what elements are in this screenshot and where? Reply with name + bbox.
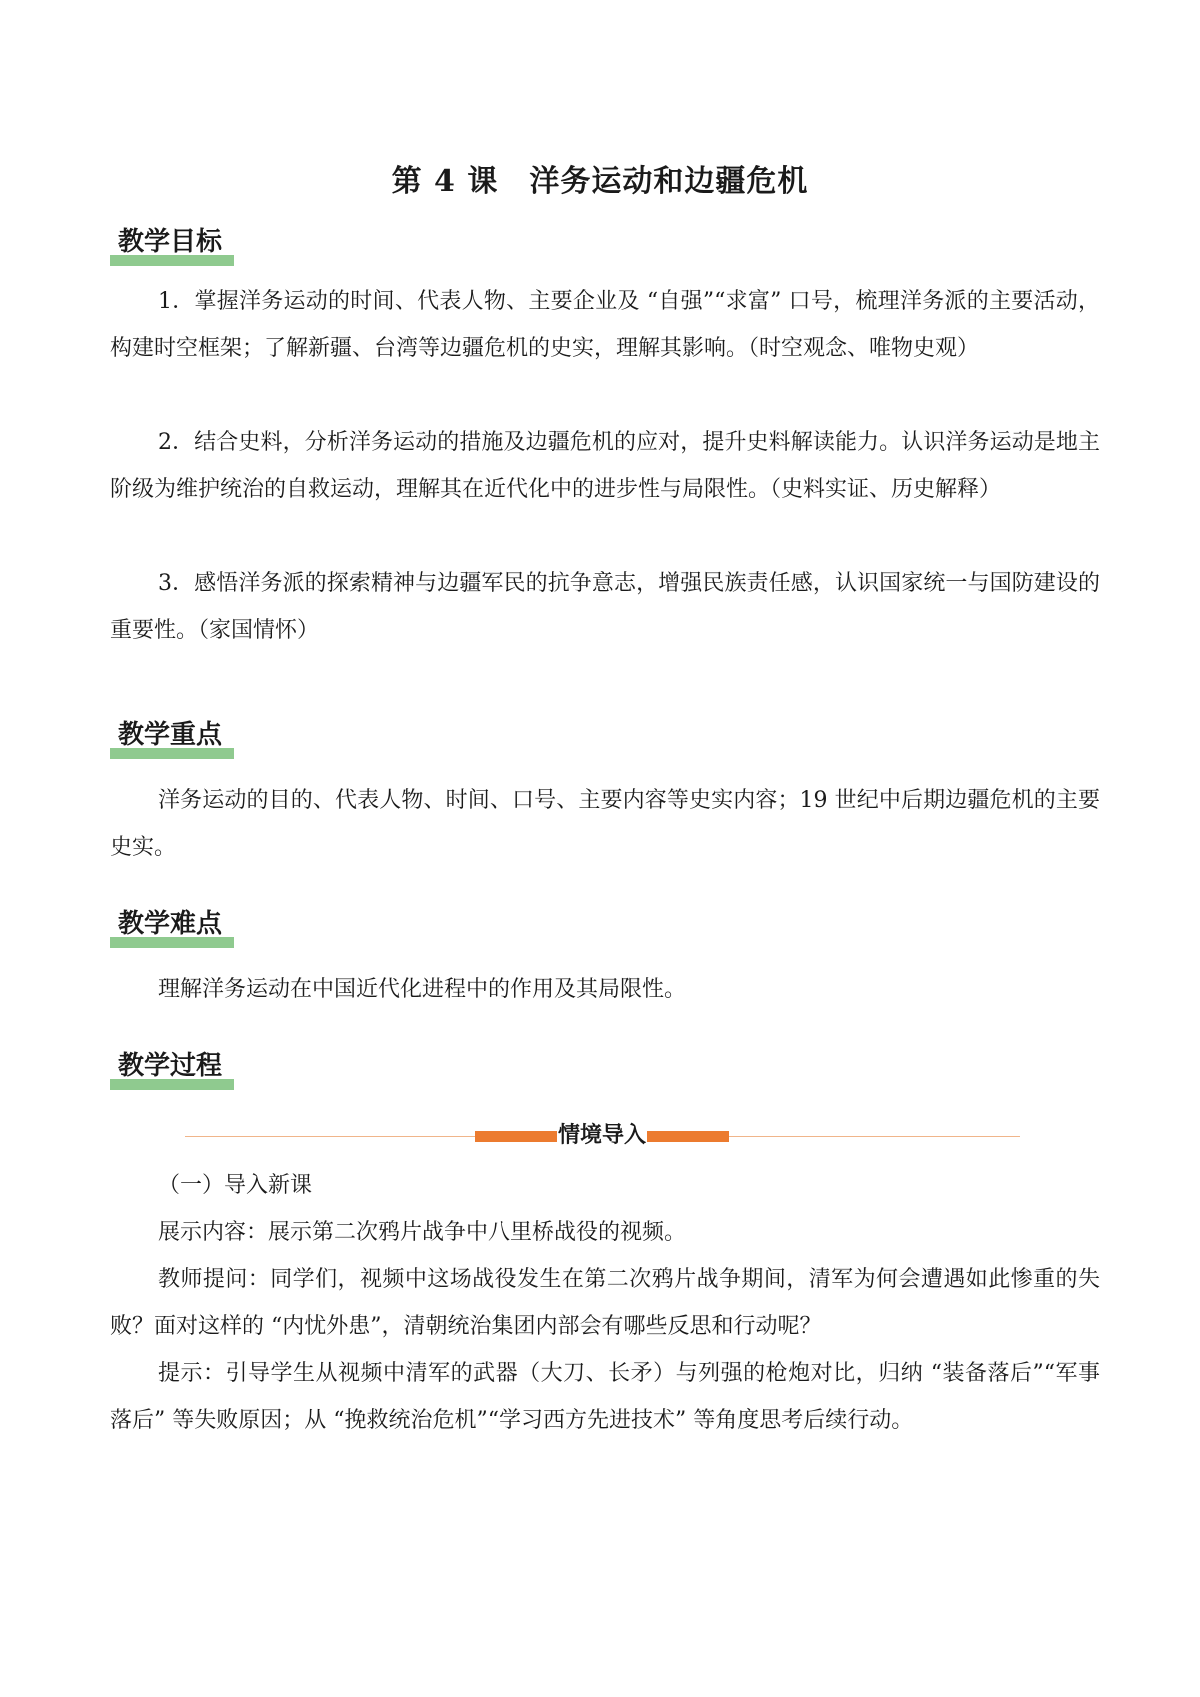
difficulties-heading: 教学难点 <box>118 908 222 940</box>
lesson-title: 第 4 课 洋务运动和边疆危机 <box>391 164 809 199</box>
section-divider <box>185 1124 1020 1148</box>
divider-label: 情境导入 <box>557 1120 647 1152</box>
process-hint-text: 提示：引导学生从视频中清军的武器（大刀、长矛）与列强的枪炮对比，归纳 “装备落后”“军事落后” 等失败原因；从 “挽救统治危机”“学习西方先进技术” 等角度思考后续行动。 <box>110 1361 1100 1433</box>
difficulties-text: 理解洋务运动在中国近代化进程中的作用及其局限性。 <box>158 977 687 1002</box>
key-points-text: 洋务运动的目的、代表人物、时间、口号、主要内容等史实内容；19 世纪中后期边疆危机的主要史实。 <box>110 788 1100 860</box>
key-points-heading: 教学重点 <box>118 719 222 751</box>
process-show-text: 展示内容：展示第二次鸦片战争中八里桥战役的视频。 <box>158 1220 687 1245</box>
process-subheading: （一）导入新课 <box>158 1173 313 1198</box>
divider-bar-right <box>647 1131 729 1142</box>
objective-item-1: 1．掌握洋务运动的时间、代表人物、主要企业及 “自强”“求富” 口号，梳理洋务派的主要活动，构建时空框架；了解新疆、台湾等边疆危机的史实，理解其影响。（时空观念、唯物史观） <box>110 289 1100 361</box>
process-question-text: 教师提问：同学们，视频中这场战役发生在第二次鸦片战争期间，清军为何会遭遇如此惨重的失败？面对这样的 “内忧外患”，清朝统治集团内部会有哪些反思和行动呢？ <box>110 1267 1100 1339</box>
objective-item-3: 3．感悟洋务派的探索精神与边疆军民的抗争意志，增强民族责任感，认识国家统一与国防建设的重要性。（家国情怀） <box>110 571 1100 643</box>
objective-item-2: 2．结合史料，分析洋务运动的措施及边疆危机的应对，提升史料解读能力。认识洋务运动是地主阶级为维护统治的自救运动，理解其在近代化中的进步性与局限性。（史料实证、历史解释） <box>110 430 1100 502</box>
divider-bar-left <box>475 1131 557 1142</box>
objectives-heading: 教学目标 <box>118 226 222 258</box>
process-heading: 教学过程 <box>118 1050 222 1082</box>
